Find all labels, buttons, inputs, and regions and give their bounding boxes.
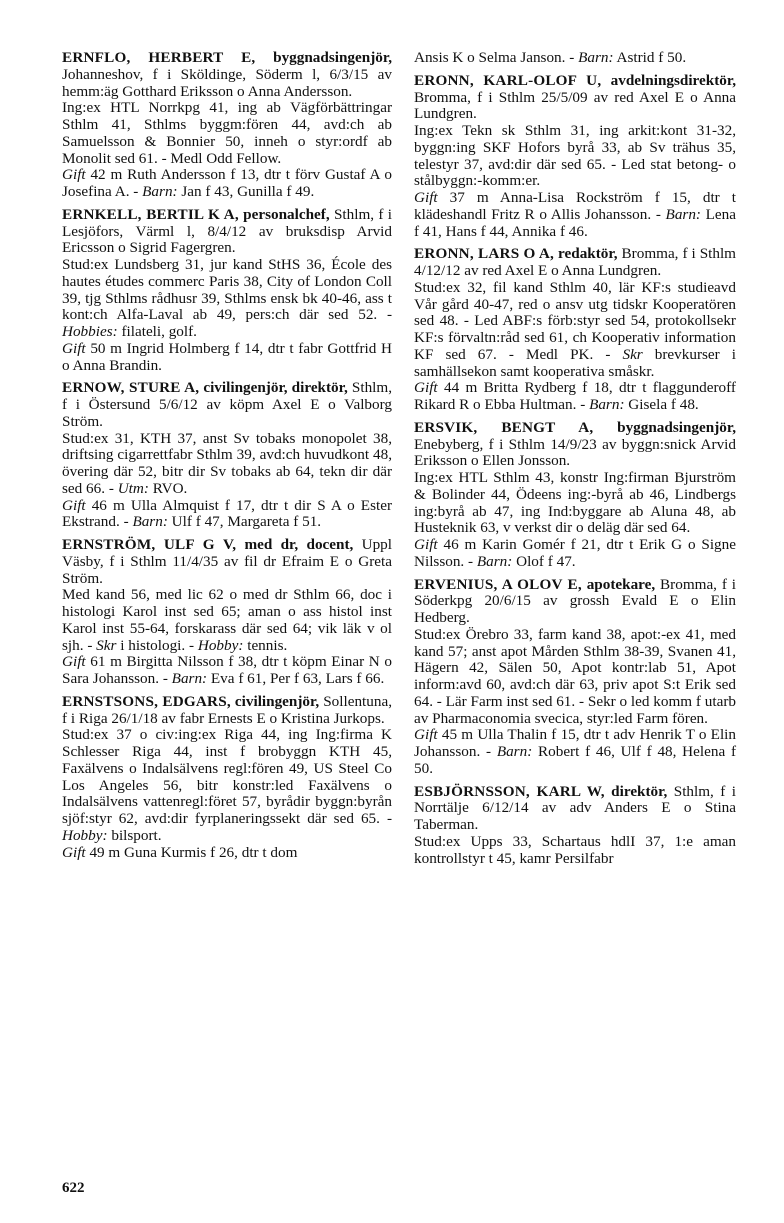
entry-text: Sthlm, f i Lesjöfors, Värml l, 8/4/12 av bruksdisp Arvid Ericsson o Sigrid Fagergren. xyxy=(62,205,392,257)
person-name: ERNKELL, BERTIL K A, xyxy=(62,205,239,223)
entry-text: Olof f 47. xyxy=(512,552,576,570)
field-label: Barn: xyxy=(496,743,533,760)
entry-text: Gisela f 48. xyxy=(624,396,699,413)
person-title: civilingenjör, xyxy=(230,692,320,710)
entry-paragraph xyxy=(62,587,392,654)
field-label: Gift xyxy=(62,339,86,357)
entry-text: 45 m Ulla Thalin f 15, dtr t adv Henrik T o Elin Johansson. - xyxy=(414,726,736,760)
field-label: Skr xyxy=(622,345,643,363)
field-label: Barn: xyxy=(132,513,168,531)
entry-text: Jan f 43, Gunilla f 49. xyxy=(177,183,315,200)
entry-paragraph xyxy=(62,498,392,532)
entry-paragraph xyxy=(414,73,736,123)
entry-paragraph xyxy=(62,100,392,167)
entry-text: Sollentuna, f i Riga 26/1/18 av fabr Ernests E o Kristina Jurkops. xyxy=(62,692,392,727)
entry-paragraph xyxy=(62,341,392,375)
entry-text: Robert f 46, Ulf f 48, Helena f 50. xyxy=(414,743,737,777)
entry-text: Johanneshov, f i Sköldinge, Söderm l, 6/3/15 av hemm:äg Gotthard Eriksson o Anna Andersson. xyxy=(62,65,392,100)
field-label: Barn: xyxy=(578,49,614,66)
left-column xyxy=(62,50,392,867)
entry-paragraph xyxy=(414,537,736,571)
entry-paragraph xyxy=(62,50,392,100)
field-label: Utm: xyxy=(117,479,149,497)
entry-text: bilsport. xyxy=(107,826,162,844)
field-label: Barn: xyxy=(665,205,701,223)
entry-text: Stud:ex 32, fil kand Sthlm 40, lär KF:s studieavd Vår gård 40-47, red o ansv utg tidskr Kooperatören sed 48. - Led ABF:s förb:styr sed 54, protokollsekr KF:s förvaltn:råd sed 61, ch Kooperativ information KF sed 67. - Medl PK. - xyxy=(414,278,736,363)
person-title: avdelningsdirektör, xyxy=(601,71,737,89)
entry-text: Stud:ex 37 o civ:ing:ex Riga 44, ing Ing:firma K Schlesser Riga 44, inst f brobyggn KTH 45, Faxälvens o Indalsälvens regl:fören 49, US Steel Co Los Angeles 56, bitr konstr:led Faxälvens o Indalsälvens vattenregl:föret 57, byrådir byggn:byrån sjöf:styr 62, avd:dir fyrplaneringssekt där sed 65. - xyxy=(62,726,392,827)
entry-text: tennis. xyxy=(243,636,288,654)
biography-entry xyxy=(62,537,392,688)
entry-text: i histologi. - xyxy=(116,636,198,654)
entry-paragraph xyxy=(414,123,736,190)
biography-entry xyxy=(414,246,736,414)
entry-text: Sthlm, f i Östersund 5/6/12 av köpm Axel E o Valborg Ström. xyxy=(62,379,393,430)
entry-text: filateli, golf. xyxy=(117,323,197,340)
field-label: Gift xyxy=(62,166,86,184)
biography-entry xyxy=(62,694,392,862)
entry-text: Lena f 41, Hans f 44, Annika f 46. xyxy=(414,205,736,240)
field-label: Gift xyxy=(62,653,86,671)
field-label: Gift xyxy=(62,843,86,861)
entry-heading xyxy=(62,379,348,396)
entry-paragraph xyxy=(414,834,736,868)
entry-paragraph xyxy=(414,784,736,834)
field-label: Skr xyxy=(96,636,117,654)
entry-text: 50 m Ingrid Holmberg f 14, dtr t fabr Gottfrid H o Anna Brandin. xyxy=(62,339,392,374)
person-name: ERONN, KARL-OLOF U, xyxy=(414,71,602,89)
entry-text: 37 m Anna-Lisa Rockström f 15, dtr t klädeshandl Fritz R o Allis Johansson. - xyxy=(414,189,736,223)
person-name: ESBJÖRNSSON, KARL W, xyxy=(414,782,605,800)
person-name: ERNSTRÖM, ULF G V, xyxy=(62,536,237,553)
biography-entry xyxy=(414,577,736,778)
entry-heading xyxy=(62,206,330,223)
entry-text: Med kand 56, med lic 62 o med dr Sthlm 66, doc i histologi Karol inst sed 65; aman o ass histol inst Karol inst 55-64, forskarass där sed 64; vik läk v ol sjh. - xyxy=(62,586,392,654)
person-name: ERNFLO, HERBERT E, xyxy=(62,49,256,66)
person-title: apotekare, xyxy=(581,575,656,593)
entry-paragraph xyxy=(414,577,736,627)
person-title: direktör, xyxy=(604,782,668,800)
person-title: redaktör, xyxy=(554,245,618,263)
entry-paragraph xyxy=(62,727,392,844)
entry-paragraph xyxy=(414,380,736,414)
person-title: byggnadsingenjör, xyxy=(255,49,392,66)
entry-paragraph xyxy=(414,627,736,728)
entry-text: Stud:ex 31, KTH 37, anst Sv tobaks monopolet 38, driftsing cigarrettfabr Sthlm 39, avd:ch huvudkont 48, övering där 52, bitr dir Sv tobaks ab 64, tekn dir där sed 66. - xyxy=(62,429,392,497)
person-name: ERSVIK, BENGT A, xyxy=(414,418,594,436)
field-label: Gift xyxy=(414,536,438,553)
entry-text: Uppl Väsby, f i Sthlm 11/4/35 av fil dr Efraim E o Greta Ström. xyxy=(62,536,392,587)
entry-text: 46 m Ulla Almquist f 17, dtr t dir S A o Ester Ekstrand. - xyxy=(62,496,392,531)
biography-entry xyxy=(414,420,736,571)
entry-heading xyxy=(62,693,319,710)
entry-text: Ing:ex Tekn sk Sthlm 31, ing arkit:kont 31-32, byggn:ing SKF Hofors byrå 33, ab Sv trähus 35, telestyr 37, avd:dir där sed 65. - Led stat betong- o stålbyggn:-komm:er. xyxy=(414,122,736,190)
person-name: ERVENIUS, A OLOV E, xyxy=(414,575,582,593)
entry-text: Stud:ex Örebro 33, farm kand 38, apot:-ex 41, med kand 57; anst apot Mården Sthlm 38-39, Svanen 41, Hägern 42, Sälen 50, Apot kontr:lab 51, Apot inform:avd 60, avd:ch där 63, priv apot S:t Erik sed 64. - Lär Farm inst sed 61. - Sekr o led komm f utarb av Pharmaconomia svecica, styr:led Farm fören. xyxy=(414,625,736,727)
entry-text: Bromma, f i Sthlm 4/12/12 av red Axel E o Anna Lundgren. xyxy=(414,245,736,279)
entry-text: RVO. xyxy=(148,479,188,497)
biography-entry xyxy=(414,784,736,868)
entry-paragraph xyxy=(414,280,736,381)
entry-text: 42 m Ruth Andersson f 13, dtr t förv Gustaf A o Josefina A. - xyxy=(62,166,392,200)
entry-paragraph xyxy=(414,190,736,240)
entry-paragraph xyxy=(414,50,736,67)
field-label: Gift xyxy=(414,726,438,744)
field-label: Hobbies: xyxy=(62,323,118,340)
entry-paragraph xyxy=(414,246,736,280)
field-label: Barn: xyxy=(476,552,513,570)
biography-entry xyxy=(414,73,736,241)
person-title: civilingenjör, direktör, xyxy=(199,379,348,397)
entry-text: 46 m Karin Gomér f 21, dtr t Erik G o Signe Nilsson. - xyxy=(414,536,736,570)
entry-text: Bromma, f i Söderkpg 20/6/15 av grossh Evald E o Elin Hedberg. xyxy=(414,575,736,626)
person-name: ERNOW, STURE A, xyxy=(62,379,200,397)
entry-heading xyxy=(414,419,736,436)
person-title: byggnadsingenjör, xyxy=(593,418,736,436)
person-title: personalchef, xyxy=(238,205,330,223)
entry-paragraph xyxy=(62,167,392,201)
entry-text: Ansis K o Selma Janson. - xyxy=(414,49,579,66)
biography-entry xyxy=(62,50,392,201)
entry-paragraph xyxy=(414,727,736,777)
page-number: 622 xyxy=(62,1180,85,1196)
entry-text: Enebyberg, f i Sthlm 14/9/23 av byggn:snick Arvid Eriksson o Ellen Jonsson. xyxy=(414,435,736,470)
entry-text: Ing:ex HTL Sthlm 43, konstr Ing:firman Bjurström & Bolinder 44, Ödeens ing:-byrå ab 46, Lindbergs ing:byrå ab 47, ing Ind:byggare ab Aluna 48, ab Husteknik 63, v verkst dir o deläg där sed 64. xyxy=(414,469,736,537)
entry-text: Stud:ex Lundsberg 31, jur kand StHS 36, École des hautes études commerc Paris 38, City of London Coll 39, tjg Sthlms rådhusr 39, Sthlms ensk bk 40-46, ass t kont:ch Alfa-Laval ab 49, pers:ch där sed 52. - xyxy=(62,256,392,324)
right-column xyxy=(414,50,736,873)
biography-entry xyxy=(62,207,392,375)
field-label: Hobby: xyxy=(197,636,244,654)
entry-heading xyxy=(414,245,618,262)
entry-text: 61 m Birgitta Nilsson f 38, dtr t köpm Einar N o Sara Johansson. - xyxy=(62,653,392,687)
entry-text: brevkurser i samhällsekon samt kooperativa småskr. xyxy=(414,345,736,380)
field-label: Gift xyxy=(414,189,438,206)
entry-paragraph xyxy=(62,537,392,587)
person-title: med dr, docent, xyxy=(236,536,354,553)
entry-heading xyxy=(62,49,392,66)
entry-text: Ulf f 47, Margareta f 51. xyxy=(167,513,322,531)
entry-text: 49 m Guna Kurmis f 26, dtr t dom xyxy=(85,843,298,861)
entry-heading xyxy=(414,783,667,800)
entry-text: 44 m Britta Rydberg f 18, dtr t flaggunderoff Rikard R o Ebba Hultman. - xyxy=(414,379,736,413)
entry-paragraph xyxy=(62,380,392,430)
field-label: Barn: xyxy=(142,183,178,200)
entry-paragraph xyxy=(62,257,392,341)
entry-heading xyxy=(414,72,736,89)
entry-text: Stud:ex Upps 33, Schartaus hdlI 37, 1:e aman kontrollstyr t 45, kamr Persilfabr xyxy=(414,832,736,867)
field-label: Hobby: xyxy=(62,826,108,844)
entry-text: Eva f 61, Per f 63, Lars f 66. xyxy=(207,670,385,687)
biography-entry xyxy=(414,50,736,67)
entry-text: Astrid f 50. xyxy=(613,49,687,66)
person-name: ERNSTSONS, EDGARS, xyxy=(62,692,231,710)
entry-paragraph xyxy=(414,470,736,537)
entry-text: Sthlm, f i Norrtälje 6/12/14 av adv Anders E o Stina Taberman. xyxy=(414,782,736,833)
entry-text: Bromma, f i Sthlm 25/5/09 av red Axel E o Anna Lundgren. xyxy=(414,88,736,123)
entry-paragraph xyxy=(62,845,392,862)
entry-paragraph xyxy=(62,207,392,257)
field-label: Gift xyxy=(414,379,438,397)
entry-paragraph xyxy=(414,420,736,470)
entry-paragraph xyxy=(62,694,392,728)
entry-heading xyxy=(414,576,655,593)
entry-heading xyxy=(62,536,353,553)
person-name: ERONN, LARS O A, xyxy=(414,245,555,263)
field-label: Barn: xyxy=(171,670,208,687)
entry-paragraph xyxy=(62,654,392,688)
entry-text: Ing:ex HTL Norrkpg 41, ing ab Vägförbättringar Sthlm 41, Sthlms byggm:fören 44, avd:ch ab Samuelsson & Bonnier 50, inneh o styr:ordf ab Monolit sed 61. - Medl Odd Fellow. xyxy=(62,99,392,167)
field-label: Barn: xyxy=(589,396,625,413)
entry-paragraph xyxy=(62,431,392,498)
biography-entry xyxy=(62,380,392,531)
field-label: Gift xyxy=(62,496,86,514)
